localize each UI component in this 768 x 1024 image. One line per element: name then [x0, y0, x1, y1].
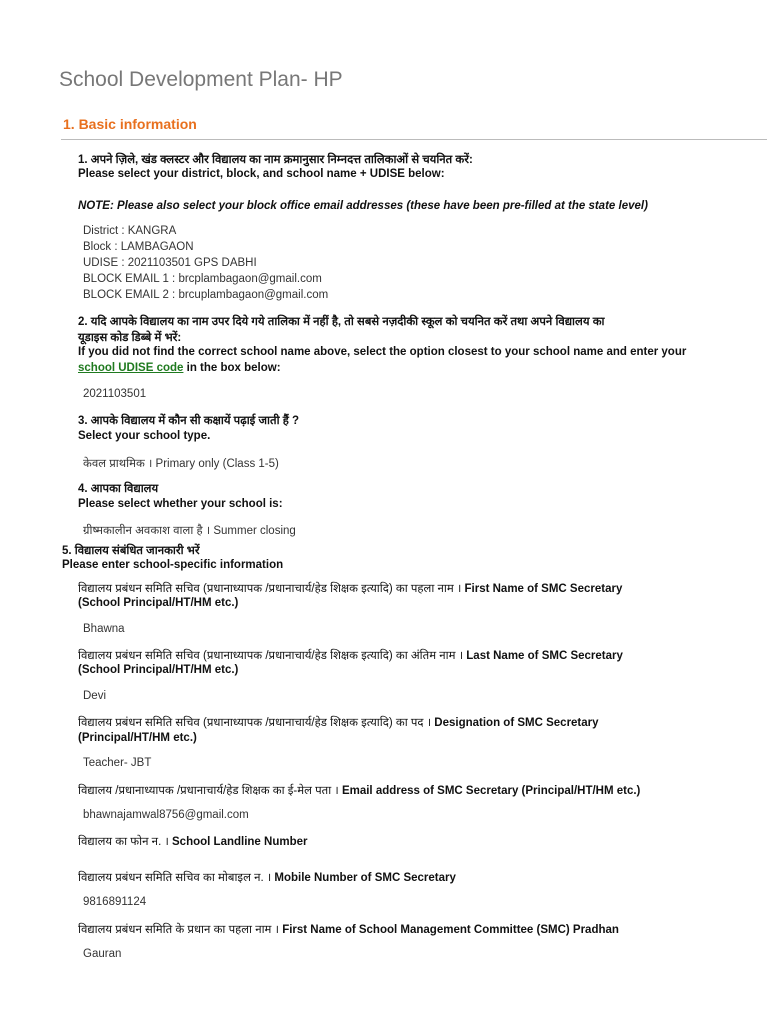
- field-smc-secretary-designation-value: Teacher- JBT: [83, 757, 152, 769]
- q5-hindi: 5. विद्यालय संबंधित जानकारी भरें: [62, 545, 200, 557]
- q1-english: Please select your district, block, and school name + UDISE below:: [78, 168, 445, 180]
- field-smc-secretary-mobile-value: 9816891124: [83, 896, 147, 908]
- field-smc-secretary-last-name-label-line2: (School Principal/HT/HM etc.): [78, 664, 239, 676]
- field-smc-secretary-first-name-label: विद्यालय प्रबंधन समिति सचिव (प्रधानाध्यापक /प्रधानाचार्य/हेड शिक्षक इत्यादि) का पहला नाम । First Name of SMC Secretary: [78, 583, 623, 595]
- field-smc-secretary-email-label: विद्यालय /प्रधानाध्यापक /प्रधानाचार्य/हेड शिक्षक का ई-मेल पता । Email address of SMC Secretary (Principal/HT/HM etc.): [78, 785, 641, 797]
- field-school-landline-label: विद्यालय का फोन न. । School Landline Number: [78, 836, 308, 848]
- q2-english-line2: [78, 362, 281, 374]
- q1-answer-block-email-1: BLOCK EMAIL 1 : brcplambagaon@gmail.com: [83, 273, 322, 285]
- q1-answer-udise: UDISE : 2021103501 GPS DABHI: [83, 257, 257, 269]
- q1-answer-block: Block : LAMBAGAON: [83, 241, 194, 253]
- field-smc-secretary-designation-label-line2: (Principal/HT/HM etc.): [78, 732, 197, 744]
- field-smc-secretary-mobile-label: विद्यालय प्रबंधन समिति सचिव का मोबाइल न. । Mobile Number of SMC Secretary: [78, 872, 456, 884]
- q4-answer: ग्रीष्मकालीन अवकाश वाला है । Summer closing: [83, 525, 296, 537]
- q1-hindi: 1. अपने ज़िले, खंड क्लस्टर और विद्यालय का नाम क्रमानुसार निम्नदत्त तालिकाओं से चयनित करें:: [78, 154, 473, 166]
- field-smc-secretary-email-value: bhawnajamwal8756@gmail.com: [83, 809, 249, 821]
- q5-english: Please enter school-specific information: [62, 559, 284, 571]
- field-smc-secretary-first-name-value: Bhawna: [83, 623, 125, 635]
- field-smc-secretary-first-name-label-line2: (School Principal/HT/HM etc.): [78, 597, 239, 609]
- page-title: School Development Plan- HP: [59, 68, 343, 91]
- q3-answer: केवल प्राथमिक । Primary only (Class 1-5): [83, 458, 279, 470]
- q1-answer-district: District : KANGRA: [83, 225, 177, 237]
- field-smc-secretary-last-name-label: विद्यालय प्रबंधन समिति सचिव (प्रधानाध्यापक /प्रधानाचार्य/हेड शिक्षक इत्यादि) का अंतिम नाम । Last Name of SMC Secretary: [78, 650, 623, 662]
- q2-hindi-line1: 2. यदि आपके विद्यालय का नाम उपर दिये गये तालिका में नहीं है, तो सबसे नज़दीकी स्कूल को चयनित करें तथा अपने विद्यालय का: [78, 316, 605, 328]
- q3-hindi: 3. आपके विद्यालय में कौन सी कक्षायें पढ़ाई जाती हैं ?: [78, 415, 300, 427]
- q4-hindi: 4. आपका विद्यालय: [78, 483, 159, 495]
- field-smc-secretary-last-name-value: Devi: [83, 690, 107, 702]
- field-smc-pradhan-first-name-label: विद्यालय प्रबंधन समिति के प्रधान का पहला नाम । First Name of School Management Committee (SMC) Pradhan: [78, 924, 619, 936]
- q2-english-line1: If you did not find the correct school name above, select the option closest to your school name and enter your: [78, 346, 687, 358]
- udise-code-link[interactable]: school UDISE code: [78, 362, 184, 374]
- q2-hindi-line2: यूडाइस कोड डिब्बे में भरें:: [78, 332, 182, 344]
- section-divider: [61, 139, 767, 140]
- q4-english: Please select whether your school is:: [78, 498, 283, 510]
- q1-answer-block-email-2: BLOCK EMAIL 2 : brcuplambagaon@gmail.com: [83, 289, 329, 301]
- field-smc-secretary-designation-label: विद्यालय प्रबंधन समिति सचिव (प्रधानाध्यापक /प्रधानाचार्य/हेड शिक्षक इत्यादि) का पद । Designation of SMC Secretary: [78, 717, 599, 729]
- q1-note: NOTE: Please also select your block office email addresses (these have been pre-filled at the state level): [78, 200, 648, 212]
- q3-english: Select your school type.: [78, 430, 211, 442]
- field-smc-pradhan-first-name-value: Gauran: [83, 948, 122, 960]
- q2-answer: 2021103501: [83, 388, 147, 400]
- section-heading: 1. Basic information: [63, 116, 197, 132]
- q2-english-line2-rest: in the box below:: [183, 362, 281, 374]
